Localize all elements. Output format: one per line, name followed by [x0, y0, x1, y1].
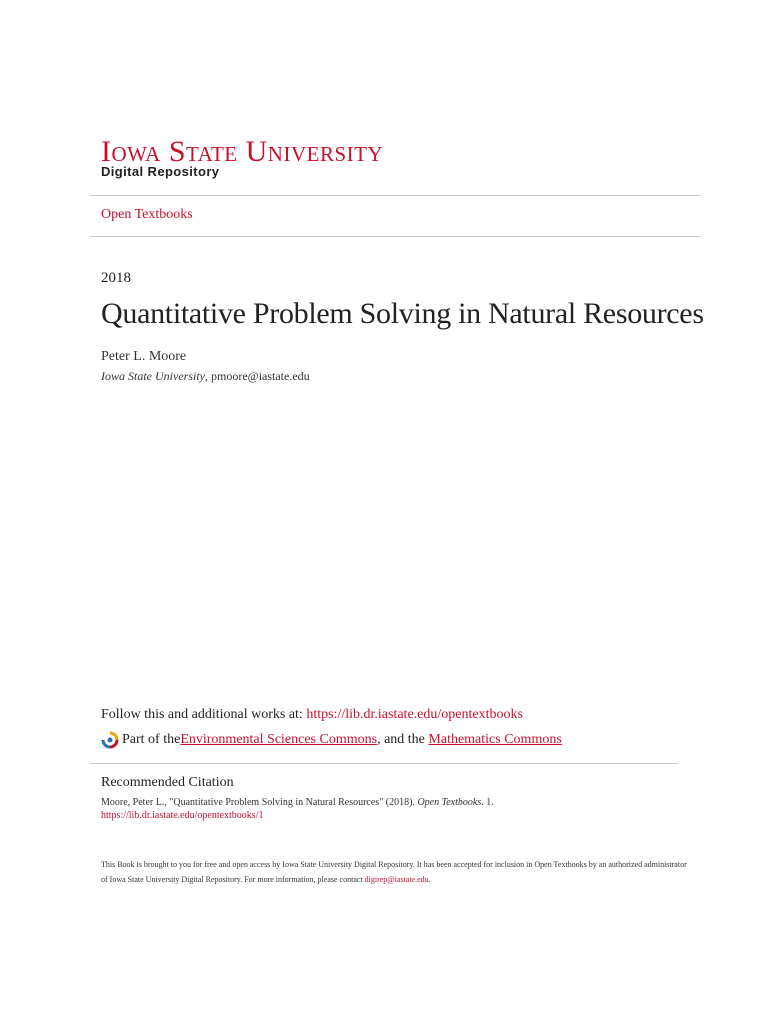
author-email: , pmoore@iastate.edu	[204, 369, 310, 383]
follow-line	[101, 707, 523, 723]
author-affiliation	[101, 369, 310, 384]
part-of-middle: , and the	[377, 732, 429, 747]
repository-logo-wordmark: Iowa State University	[101, 135, 384, 168]
notice-end: .	[428, 875, 431, 884]
divider-series	[90, 236, 700, 237]
part-of-prefix: Part of the	[122, 732, 181, 747]
citation-text-after: . 1.	[481, 797, 494, 808]
environmental-sciences-commons-link[interactable]: Environmental Sciences Commons	[180, 732, 378, 747]
citation-heading: Recommended Citation	[101, 775, 234, 790]
commons-network-icon	[101, 731, 119, 749]
access-notice	[101, 857, 691, 887]
citation-text-before: Moore, Peter L., "Quantitative Problem Solving in Natural Resources" (2018).	[101, 797, 418, 808]
author-institution: Iowa State University	[101, 369, 205, 383]
contact-email-link[interactable]: digirep@iastate.edu	[364, 875, 429, 884]
repository-logo-subtitle: Digital Repository	[101, 164, 220, 179]
citation-series: Open Textbooks	[417, 797, 482, 808]
divider-citation	[90, 763, 678, 764]
mathematics-commons-link[interactable]: Mathematics Commons	[428, 732, 562, 747]
publication-year: 2018	[101, 270, 131, 286]
part-of-line	[101, 731, 562, 749]
collection-link[interactable]: https://lib.dr.iastate.edu/opentextbooks	[306, 707, 523, 722]
page-title: Quantitative Problem Solving in Natural Resources	[101, 297, 704, 330]
citation-text	[101, 797, 494, 808]
notice-text: This Book is brought to you for free and open access by Iowa State University Digital Repository. It has been accepted for inclusion in Open Textbooks by an authorized administrator of Iowa State University Digital Repository. For more information, please contact	[101, 860, 687, 884]
citation-url-link[interactable]: https://lib.dr.iastate.edu/opentextbooks/1	[101, 810, 264, 821]
author-name: Peter L. Moore	[101, 349, 187, 364]
follow-prefix: Follow this and additional works at:	[101, 707, 307, 722]
divider-top	[90, 195, 700, 196]
series-link[interactable]: Open Textbooks	[101, 207, 193, 222]
